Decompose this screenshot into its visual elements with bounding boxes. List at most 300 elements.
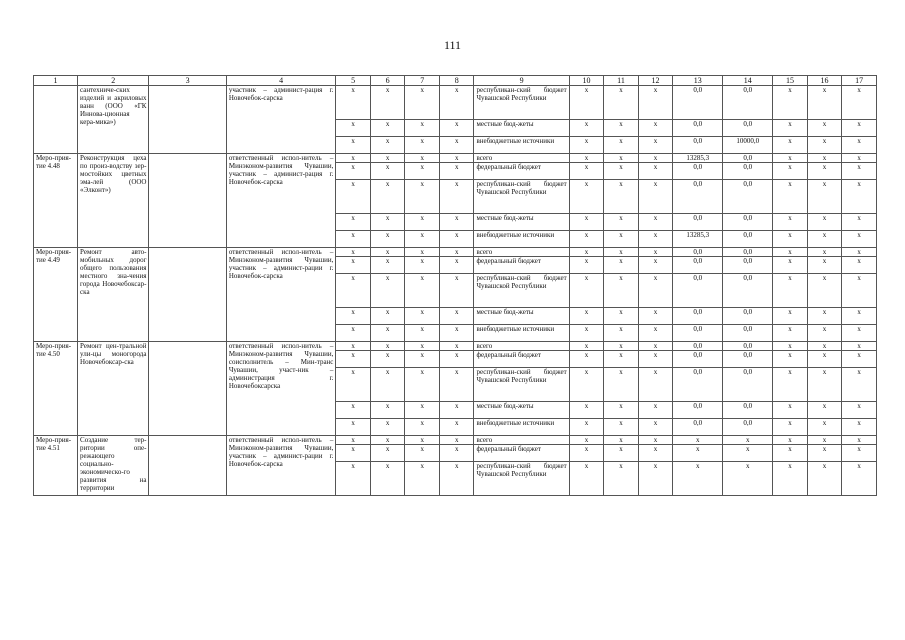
header-row [34, 76, 877, 86]
x-mark-cell: x [604, 257, 639, 274]
x-mark-cell: x [405, 419, 440, 436]
amount-cell: 0,0 [673, 86, 723, 120]
amount-cell: 0,0 [723, 86, 773, 120]
x-mark-cell: x [842, 231, 877, 248]
amount-cell: 0,0 [723, 120, 773, 137]
x-mark-cell: x [405, 368, 440, 402]
x-mark-cell: x [370, 462, 405, 496]
x-mark-cell: x [604, 180, 639, 214]
x-mark-cell: x [569, 325, 604, 342]
x-mark-cell: x [405, 154, 440, 163]
funding-source-cell: республикан-ский бюджет Чувашской Республики [474, 368, 569, 402]
x-mark-cell: x [370, 137, 405, 154]
event-id-cell: Меро-прия-тие 4.49 [34, 248, 78, 342]
x-mark-cell: x [604, 86, 639, 120]
x-mark-cell: x [336, 419, 371, 436]
x-mark-cell: x [405, 436, 440, 445]
x-mark-cell: x [405, 257, 440, 274]
x-mark-cell: x [439, 462, 474, 496]
x-mark-cell: x [604, 445, 639, 462]
header-cell: 3 [149, 76, 226, 86]
x-mark-cell: x [807, 214, 842, 231]
empty-cell [149, 436, 226, 496]
x-mark-cell: x [370, 120, 405, 137]
x-mark-cell: x [405, 462, 440, 496]
event-name-cell: Реконструкция цеха по произ-водству зер-мостойких цветных эма-лей (ООО «Элконт») [78, 154, 149, 248]
x-mark-cell: x [807, 154, 842, 163]
x-mark-cell: x [842, 325, 877, 342]
x-mark-cell: x [604, 163, 639, 180]
x-mark-cell: x [439, 445, 474, 462]
x-mark-cell: x [336, 445, 371, 462]
x-mark-cell: x [807, 402, 842, 419]
x-mark-cell: x [336, 248, 371, 257]
x-mark-cell: x [370, 325, 405, 342]
amount-cell: 0,0 [673, 308, 723, 325]
amount-cell: x [673, 445, 723, 462]
x-mark-cell: x [842, 154, 877, 163]
x-mark-cell: x [842, 462, 877, 496]
funding-source-cell: всего [474, 436, 569, 445]
amount-cell: 0,0 [673, 351, 723, 368]
x-mark-cell: x [405, 308, 440, 325]
funding-source-cell: республикан-ский бюджет Чувашской Республики [474, 274, 569, 308]
x-mark-cell: x [842, 402, 877, 419]
x-mark-cell: x [569, 154, 604, 163]
x-mark-cell: x [336, 325, 371, 342]
x-mark-cell: x [569, 137, 604, 154]
funding-source-cell: федеральный бюджет [474, 163, 569, 180]
amount-cell: 0,0 [723, 231, 773, 248]
x-mark-cell: x [604, 308, 639, 325]
x-mark-cell: x [336, 137, 371, 154]
x-mark-cell: x [638, 368, 673, 402]
x-mark-cell: x [336, 368, 371, 402]
amount-cell: 0,0 [723, 257, 773, 274]
funding-source-cell: всего [474, 248, 569, 257]
x-mark-cell: x [336, 154, 371, 163]
amount-cell: 0,0 [673, 368, 723, 402]
x-mark-cell: x [638, 462, 673, 496]
x-mark-cell: x [439, 154, 474, 163]
x-mark-cell: x [336, 351, 371, 368]
funding-source-cell: всего [474, 154, 569, 163]
amount-cell: 0,0 [723, 402, 773, 419]
header-cell: 17 [842, 76, 877, 86]
x-mark-cell: x [569, 368, 604, 402]
x-mark-cell: x [773, 436, 808, 445]
event-name-cell: Создание тер-ритории опе-режающего социально-экономическо-го развития на территории [78, 436, 149, 496]
x-mark-cell: x [405, 402, 440, 419]
amount-cell: 0,0 [673, 137, 723, 154]
x-mark-cell: x [405, 86, 440, 120]
header-cell: 10 [569, 76, 604, 86]
funding-source-cell: республикан-ский бюджет Чувашской Республики [474, 180, 569, 214]
amount-cell: 0,0 [723, 368, 773, 402]
x-mark-cell: x [336, 180, 371, 214]
x-mark-cell: x [604, 231, 639, 248]
table-body [34, 76, 877, 496]
x-mark-cell: x [842, 274, 877, 308]
amount-cell: 0,0 [723, 180, 773, 214]
x-mark-cell: x [842, 351, 877, 368]
header-cell: 9 [474, 76, 569, 86]
x-mark-cell: x [638, 402, 673, 419]
x-mark-cell: x [336, 231, 371, 248]
x-mark-cell: x [405, 248, 440, 257]
x-mark-cell: x [370, 274, 405, 308]
x-mark-cell: x [604, 368, 639, 402]
x-mark-cell: x [842, 342, 877, 351]
x-mark-cell: x [439, 308, 474, 325]
x-mark-cell: x [842, 137, 877, 154]
x-mark-cell: x [439, 231, 474, 248]
header-cell: 7 [405, 76, 440, 86]
x-mark-cell: x [336, 402, 371, 419]
funding-source-cell: местные бюд-жеты [474, 214, 569, 231]
x-mark-cell: x [370, 368, 405, 402]
x-mark-cell: x [336, 257, 371, 274]
x-mark-cell: x [638, 436, 673, 445]
x-mark-cell: x [569, 180, 604, 214]
x-mark-cell: x [604, 137, 639, 154]
header-cell: 1 [34, 76, 78, 86]
x-mark-cell: x [773, 351, 808, 368]
x-mark-cell: x [336, 163, 371, 180]
amount-cell: x [723, 445, 773, 462]
x-mark-cell: x [569, 214, 604, 231]
funding-source-cell: республикан-ский бюджет Чувашской Республики [474, 462, 569, 496]
x-mark-cell: x [405, 120, 440, 137]
financing-table [33, 75, 877, 496]
x-mark-cell: x [773, 214, 808, 231]
x-mark-cell: x [842, 257, 877, 274]
funding-source-cell: внебюджетные источники [474, 325, 569, 342]
x-mark-cell: x [638, 342, 673, 351]
x-mark-cell: x [336, 120, 371, 137]
x-mark-cell: x [773, 325, 808, 342]
amount-cell: x [723, 462, 773, 496]
x-mark-cell: x [773, 137, 808, 154]
table-row [34, 86, 877, 120]
x-mark-cell: x [842, 436, 877, 445]
x-mark-cell: x [773, 154, 808, 163]
x-mark-cell: x [807, 462, 842, 496]
x-mark-cell: x [569, 342, 604, 351]
x-mark-cell: x [638, 231, 673, 248]
amount-cell: 0,0 [723, 248, 773, 257]
x-mark-cell: x [370, 436, 405, 445]
empty-cell [149, 248, 226, 342]
x-mark-cell: x [439, 120, 474, 137]
funding-source-cell: местные бюд-жеты [474, 402, 569, 419]
x-mark-cell: x [773, 368, 808, 402]
x-mark-cell: x [807, 368, 842, 402]
amount-cell: 0,0 [673, 402, 723, 419]
x-mark-cell: x [370, 154, 405, 163]
x-mark-cell: x [638, 351, 673, 368]
x-mark-cell: x [638, 308, 673, 325]
x-mark-cell: x [439, 402, 474, 419]
amount-cell: 0,0 [673, 419, 723, 436]
amount-cell: 0,0 [723, 274, 773, 308]
x-mark-cell: x [569, 351, 604, 368]
x-mark-cell: x [807, 180, 842, 214]
header-cell: 15 [773, 76, 808, 86]
amount-cell: 0,0 [723, 308, 773, 325]
x-mark-cell: x [569, 86, 604, 120]
x-mark-cell: x [370, 342, 405, 351]
x-mark-cell: x [405, 231, 440, 248]
x-mark-cell: x [370, 351, 405, 368]
x-mark-cell: x [807, 274, 842, 308]
x-mark-cell: x [638, 214, 673, 231]
x-mark-cell: x [370, 180, 405, 214]
x-mark-cell: x [370, 248, 405, 257]
x-mark-cell: x [773, 462, 808, 496]
funding-source-cell: внебюджетные источники [474, 231, 569, 248]
x-mark-cell: x [439, 86, 474, 120]
x-mark-cell: x [370, 163, 405, 180]
amount-cell: 0,0 [673, 214, 723, 231]
x-mark-cell: x [604, 325, 639, 342]
x-mark-cell: x [773, 248, 808, 257]
x-mark-cell: x [773, 419, 808, 436]
x-mark-cell: x [336, 462, 371, 496]
x-mark-cell: x [405, 445, 440, 462]
x-mark-cell: x [370, 419, 405, 436]
funding-source-cell: местные бюд-жеты [474, 308, 569, 325]
x-mark-cell: x [807, 445, 842, 462]
x-mark-cell: x [807, 257, 842, 274]
event-id-cell: Меро-прия-тие 4.50 [34, 342, 78, 436]
x-mark-cell: x [336, 342, 371, 351]
x-mark-cell: x [638, 137, 673, 154]
event-name-cell: Ремонт авто-мобильных дорог общего пользования местного зна-чения города Новочебоксар-ска [78, 248, 149, 342]
x-mark-cell: x [336, 436, 371, 445]
x-mark-cell: x [439, 342, 474, 351]
x-mark-cell: x [842, 308, 877, 325]
amount-cell: 0,0 [723, 214, 773, 231]
empty-cell [149, 154, 226, 248]
header-cell: 16 [807, 76, 842, 86]
x-mark-cell: x [773, 342, 808, 351]
x-mark-cell: x [807, 342, 842, 351]
x-mark-cell: x [807, 325, 842, 342]
funding-source-cell: федеральный бюджет [474, 351, 569, 368]
x-mark-cell: x [604, 419, 639, 436]
x-mark-cell: x [604, 351, 639, 368]
x-mark-cell: x [773, 274, 808, 308]
x-mark-cell: x [638, 325, 673, 342]
x-mark-cell: x [842, 248, 877, 257]
x-mark-cell: x [638, 419, 673, 436]
x-mark-cell: x [638, 120, 673, 137]
x-mark-cell: x [773, 445, 808, 462]
x-mark-cell: x [807, 137, 842, 154]
x-mark-cell: x [405, 163, 440, 180]
x-mark-cell: x [842, 419, 877, 436]
x-mark-cell: x [569, 274, 604, 308]
x-mark-cell: x [405, 274, 440, 308]
x-mark-cell: x [604, 274, 639, 308]
x-mark-cell: x [569, 248, 604, 257]
x-mark-cell: x [439, 436, 474, 445]
table-row [34, 248, 877, 257]
x-mark-cell: x [604, 342, 639, 351]
x-mark-cell: x [569, 120, 604, 137]
event-name-cell: Ремонт цен-тральной ули-цы моногорода Новочебоксар-ска [78, 342, 149, 436]
event-id-cell [34, 86, 78, 154]
x-mark-cell: x [773, 257, 808, 274]
x-mark-cell: x [439, 351, 474, 368]
header-cell: 14 [723, 76, 773, 86]
event-id-cell: Меро-прия-тие 4.51 [34, 436, 78, 496]
x-mark-cell: x [405, 325, 440, 342]
amount-cell: 0,0 [673, 120, 723, 137]
x-mark-cell: x [773, 163, 808, 180]
executor-cell: ответственный испол-нитель – Минэконом-развития Чувашии, соисполнитель – Мин-транс Чувашии, участ-ник – администрация г. Новочебоксарска [226, 342, 336, 436]
x-mark-cell: x [370, 445, 405, 462]
event-id-cell: Меро-прия-тие 4.48 [34, 154, 78, 248]
amount-cell: 0,0 [723, 351, 773, 368]
funding-source-cell: федеральный бюджет [474, 445, 569, 462]
x-mark-cell: x [370, 86, 405, 120]
header-cell: 6 [370, 76, 405, 86]
amount-cell: 0,0 [723, 342, 773, 351]
header-cell: 11 [604, 76, 639, 86]
header-cell: 8 [439, 76, 474, 86]
x-mark-cell: x [807, 120, 842, 137]
amount-cell: 0,0 [673, 257, 723, 274]
funding-source-cell: внебюджетные источники [474, 137, 569, 154]
x-mark-cell: x [569, 419, 604, 436]
x-mark-cell: x [336, 308, 371, 325]
x-mark-cell: x [439, 180, 474, 214]
empty-cell [149, 342, 226, 436]
x-mark-cell: x [439, 419, 474, 436]
x-mark-cell: x [842, 368, 877, 402]
x-mark-cell: x [807, 419, 842, 436]
header-cell: 13 [673, 76, 723, 86]
x-mark-cell: x [370, 214, 405, 231]
x-mark-cell: x [604, 436, 639, 445]
x-mark-cell: x [842, 120, 877, 137]
amount-cell: 0,0 [673, 163, 723, 180]
x-mark-cell: x [842, 214, 877, 231]
x-mark-cell: x [807, 231, 842, 248]
amount-cell: x [673, 436, 723, 445]
amount-cell: 0,0 [673, 342, 723, 351]
x-mark-cell: x [773, 86, 808, 120]
x-mark-cell: x [638, 274, 673, 308]
x-mark-cell: x [842, 86, 877, 120]
x-mark-cell: x [638, 86, 673, 120]
executor-cell: ответственный испол-нитель – Минэконом-развития Чувашии, участник – админист-рации г. Новочебок-сарска [226, 436, 336, 496]
header-cell: 2 [78, 76, 149, 86]
amount-cell: 13285,3 [673, 231, 723, 248]
x-mark-cell: x [336, 214, 371, 231]
amount-cell: 13285,3 [673, 154, 723, 163]
x-mark-cell: x [638, 445, 673, 462]
x-mark-cell: x [569, 257, 604, 274]
x-mark-cell: x [807, 351, 842, 368]
x-mark-cell: x [569, 402, 604, 419]
x-mark-cell: x [604, 462, 639, 496]
x-mark-cell: x [638, 163, 673, 180]
x-mark-cell: x [370, 402, 405, 419]
executor-cell: участник – админист-рация г. Новочебок-сарска [226, 86, 336, 154]
x-mark-cell: x [405, 351, 440, 368]
event-name-cell: сантехниче-ских изделий и акриловых ванн (ООО «ГК Иннова-ционная кера-мика») [78, 86, 149, 154]
amount-cell: x [723, 436, 773, 445]
funding-source-cell: местные бюд-жеты [474, 120, 569, 137]
amount-cell: 0,0 [723, 325, 773, 342]
x-mark-cell: x [842, 445, 877, 462]
x-mark-cell: x [569, 445, 604, 462]
x-mark-cell: x [604, 402, 639, 419]
amount-cell: 0,0 [673, 248, 723, 257]
header-cell: 12 [638, 76, 673, 86]
x-mark-cell: x [405, 214, 440, 231]
x-mark-cell: x [842, 180, 877, 214]
header-cell: 4 [226, 76, 336, 86]
x-mark-cell: x [604, 248, 639, 257]
x-mark-cell: x [439, 163, 474, 180]
x-mark-cell: x [773, 180, 808, 214]
x-mark-cell: x [807, 248, 842, 257]
x-mark-cell: x [405, 180, 440, 214]
x-mark-cell: x [773, 402, 808, 419]
amount-cell: 10000,0 [723, 137, 773, 154]
x-mark-cell: x [807, 86, 842, 120]
x-mark-cell: x [604, 154, 639, 163]
x-mark-cell: x [638, 248, 673, 257]
x-mark-cell: x [569, 163, 604, 180]
x-mark-cell: x [569, 436, 604, 445]
amount-cell: x [673, 462, 723, 496]
x-mark-cell: x [439, 248, 474, 257]
funding-source-cell: всего [474, 342, 569, 351]
x-mark-cell: x [370, 231, 405, 248]
amount-cell: 0,0 [673, 274, 723, 308]
x-mark-cell: x [439, 137, 474, 154]
x-mark-cell: x [405, 342, 440, 351]
x-mark-cell: x [638, 257, 673, 274]
x-mark-cell: x [569, 308, 604, 325]
amount-cell: 0,0 [723, 163, 773, 180]
page-number: 111 [443, 38, 462, 52]
x-mark-cell: x [336, 86, 371, 120]
table-row [34, 154, 877, 163]
x-mark-cell: x [439, 257, 474, 274]
amount-cell: 0,0 [723, 154, 773, 163]
x-mark-cell: x [569, 231, 604, 248]
amount-cell: 0,0 [723, 419, 773, 436]
executor-cell: ответственный испол-нитель – Минэконом-развития Чувашии, участник – админист-рации г. Новочебок-сарска [226, 248, 336, 342]
x-mark-cell: x [638, 154, 673, 163]
x-mark-cell: x [773, 231, 808, 248]
x-mark-cell: x [773, 308, 808, 325]
x-mark-cell: x [842, 163, 877, 180]
x-mark-cell: x [569, 462, 604, 496]
funding-source-cell: внебюджетные источники [474, 419, 569, 436]
x-mark-cell: x [370, 308, 405, 325]
header-cell: 5 [336, 76, 371, 86]
x-mark-cell: x [807, 436, 842, 445]
amount-cell: 0,0 [673, 325, 723, 342]
x-mark-cell: x [773, 120, 808, 137]
